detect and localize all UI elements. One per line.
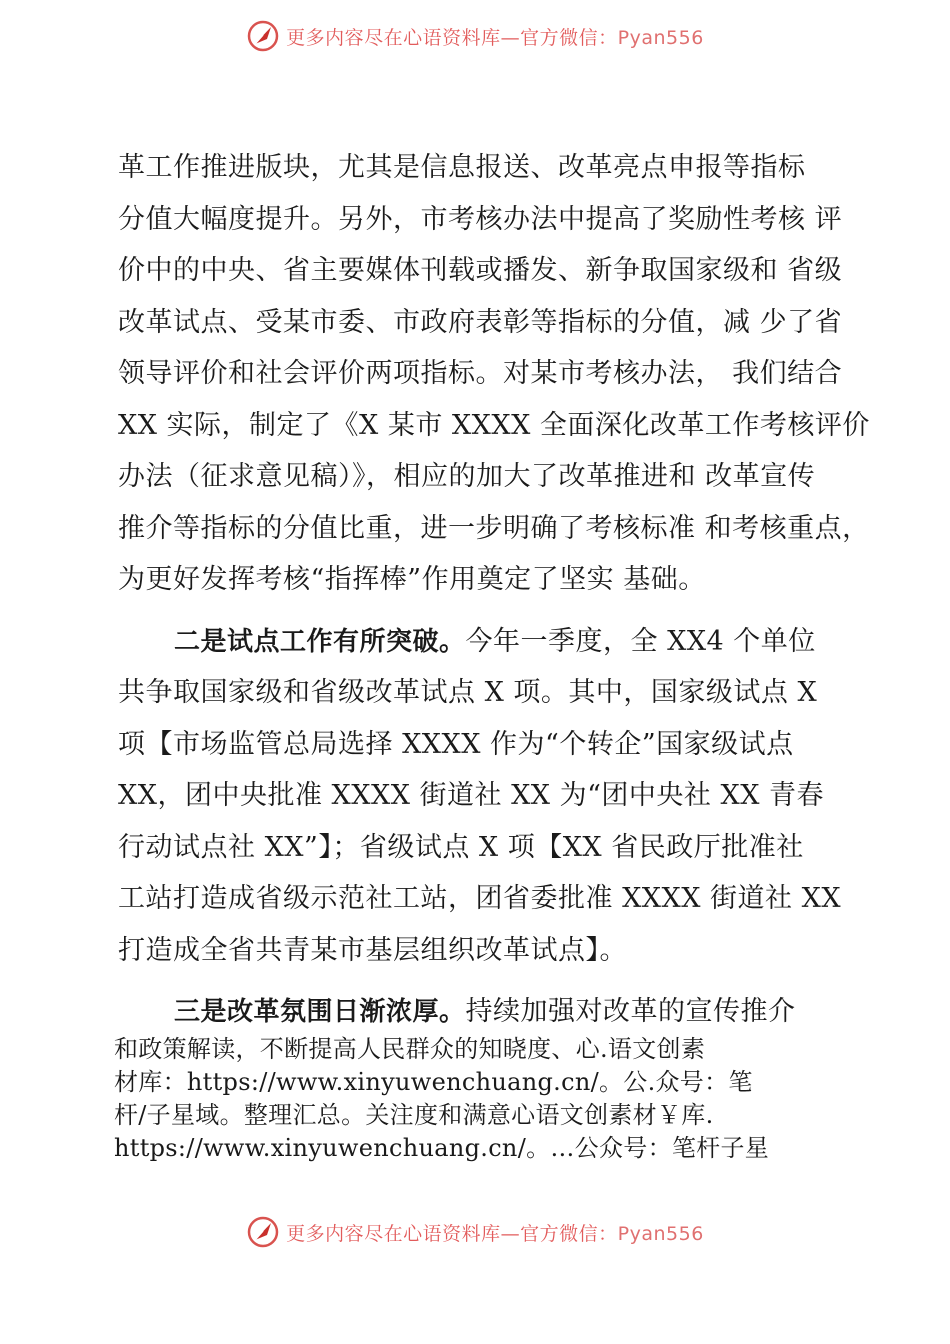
text-line: 改革试点、受某市委、市政府表彰等指标的分值，减 少了省 [118,306,843,338]
text-line: XX 实际，制定了《X 某市 XXXX 全面深化改革工作考核评价 [118,409,870,441]
banner-text: 更多内容尽在心语资料库—官方微信： [286,1222,618,1245]
text-line: 推介等指标的分值比重，进一步明确了考核标准 和考核重点， [118,512,870,544]
text-line: 材库：https://www.xinyuwenchuang.cn/。公.众号：笔 [114,1068,753,1096]
document-body [118,142,870,1038]
text-line: 分值大幅度提升。另外，市考核办法中提高了奖励性考核 评 [118,203,843,235]
text-line: 项【市场监管总局选择 XXXX 作为“个转企”国家级试点 [118,728,794,760]
text-line: 价中的中央、省主要媒体刊载或播发、新争取国家级和 省级 [118,255,843,286]
paragraph-heading: 三是改革氛围日渐浓厚。 [174,997,466,1027]
text-span: 持续加强对改革的宣传推介 [465,996,796,1027]
paragraph-3-tail [114,1033,874,1165]
footer-banner [0,1212,950,1252]
quill-logo-icon [246,1215,280,1249]
banner-text: 更多内容尽在心语资料库—官方微信： [286,26,618,49]
header-banner [0,16,950,56]
paragraph-2 [118,616,863,977]
banner-wechat-id: Pyan556 [617,1222,704,1245]
text-line: 打造成全省共青某市基层组织改革试点】。 [118,934,627,966]
paragraph-1 [118,142,870,606]
text-line: 行动试点社 XX”】；省级试点 X 项【XX 省民政厅批准社 [118,831,804,863]
text-line: 和政策解读，不断提高人民群众的知晓度、心.语文创素 [114,1035,706,1063]
paragraph-heading: 二是试点工作有所突破。 [174,626,466,657]
text-line: XX，团中央批准 XXXX 街道社 XX 为“团中央社 XX 青春 [118,780,825,811]
text-span: 今年一季度，全 XX4 个单位 [465,625,816,657]
text-line: 革工作推进版块，尤其是信息报送、改革亮点申报等指标 [118,152,806,183]
text-line: 工站打造成省级示范社工站，团省委批准 XXXX 街道社 XX [118,883,842,914]
banner-wechat-id: Pyan556 [617,26,704,49]
text-line: 杆/子星域。整理汇总。关注度和满意心语文创素材￥库. [114,1101,714,1129]
text-line: 为更好发挥考核“指挥棒”作用奠定了坚实 基础。 [118,564,706,595]
text-line: 共争取国家级和省级改革试点 X 项。其中，国家级试点 X [118,677,818,708]
paragraph-3-first-line [118,986,863,1038]
text-line: https://www.xinyuwenchuang.cn/。…公众号：笔杆子星 [114,1134,770,1162]
quill-logo-icon [246,19,280,53]
text-line: 办法（征求意见稿）》，相应的加大了改革推进和 改革宣传 [118,461,816,492]
text-line: 领导评价和社会评价两项指标。对某市考核办法， 我们结合 [118,358,843,389]
